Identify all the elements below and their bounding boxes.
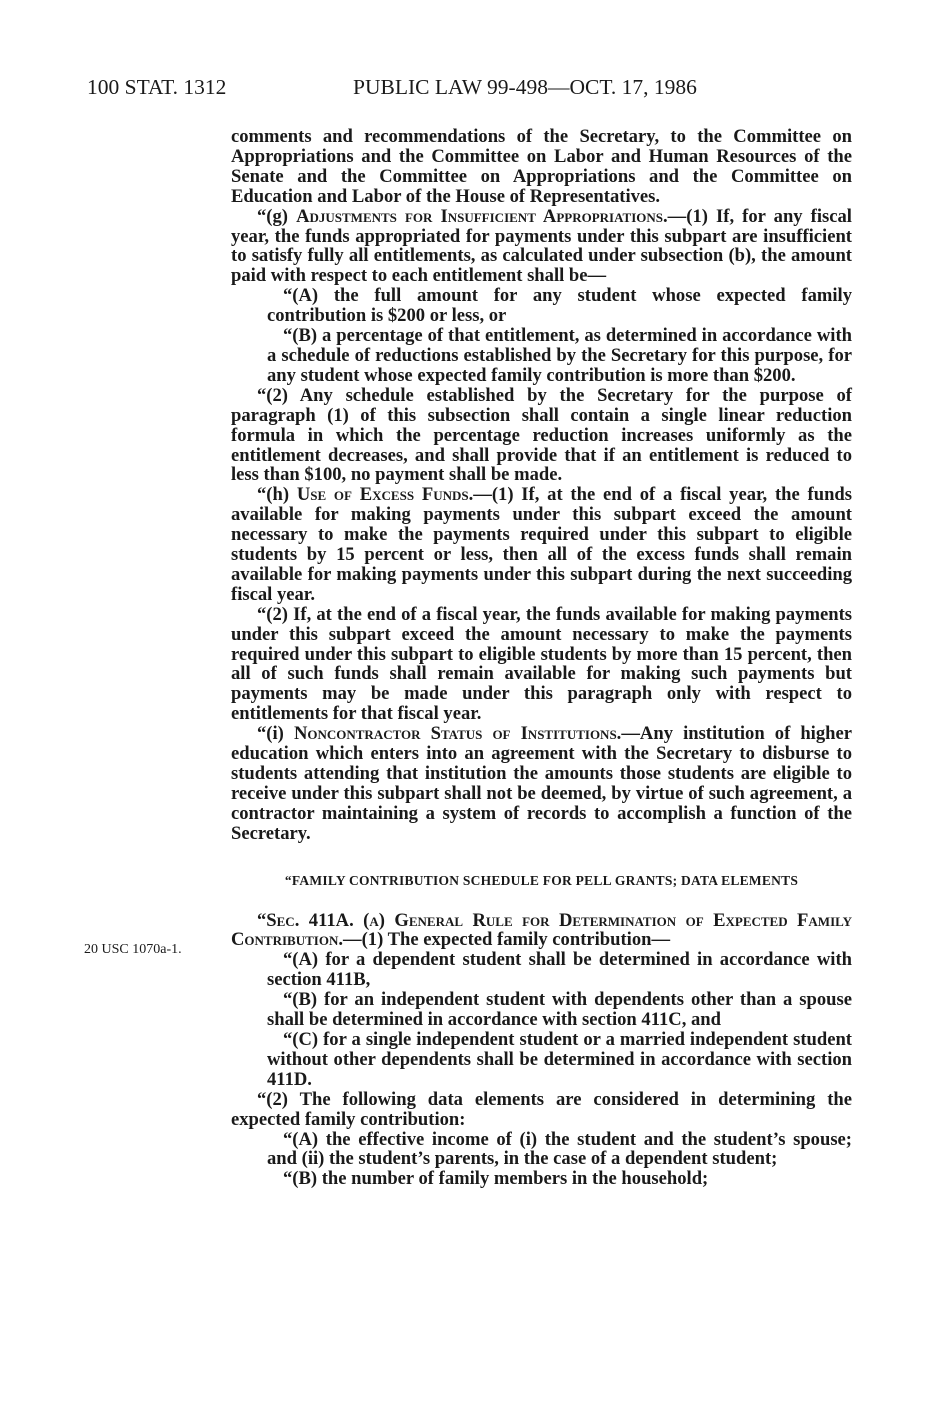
subsection-h: [231, 485, 852, 604]
paragraph: comments and recommendations of the Secretary, to the Committee on Appropriations and the Committee on Labor and Human Resources of the Senate and the Committee on Appropriations and the Committee on Education and Labor of the House of Representatives.: [231, 126, 852, 207]
subsection-text: —(1) The expected family contribution—: [342, 929, 671, 951]
clause-b-A: “(A) the effective income of (i) the student and the student’s spouse; and (ii) the student’s parents, in the case of a dependent student;: [267, 1128, 852, 1170]
subsection-text: —(1) If, for any fiscal year, the funds appropriated for payments under this subpart are insufficient to satisfy fully all entitlements, as calculated under subsection (b), the amount paid with respect to each entitlement shall be—: [231, 205, 852, 287]
body-text: [231, 127, 852, 1189]
subsection-heading: Noncontractor Status of Institutions.: [293, 723, 622, 745]
law-title: PUBLIC LAW 99-498—OCT. 17, 1986: [353, 75, 697, 99]
section-411a: [231, 911, 852, 951]
section-heading: “FAMILY CONTRIBUTION SCHEDULE FOR PELL GRANTS; DATA ELEMENTS: [284, 872, 799, 888]
subsection-text: —Any institution of higher education which enters into an agreement with the Secretary to disburse to students attending that institution the amounts those students are eligible to receive under this subpart shall not be deemed, by virtue of such agreement, a contractor maintaining a system of records to accomplish a function of the Secretary.: [231, 723, 852, 844]
clause-a-C: “(C) for a single independent student or a married independent student without other dependents shall be determined in accordance with section 411D.: [267, 1028, 852, 1090]
subsection-heading: Use of Excess Funds.: [296, 484, 474, 506]
subsection-i: [231, 724, 852, 843]
subsection-prefix: “(i): [257, 723, 294, 745]
subsection-prefix: “(g): [257, 205, 297, 227]
stat-citation: 100 STAT. 1312: [87, 75, 227, 99]
subsection-prefix: “(h): [257, 484, 297, 506]
clause-a-B: “(B) for an independent student with dependents other than a spouse shall be determined in accordance with section 411C, and: [267, 989, 852, 1031]
clause-g-A: “(A) the full amount for any student whose expected family contribution is $200 or less, or: [267, 285, 852, 327]
subsection-text: —(1) If, at the end of a fiscal year, the funds available for making payments under this subpart exceed the amount necessary to make the payments required under this subpart to eligible students by 15 percent or less, then all of the excess funds shall remain available for making payments under this subpart during the next succeeding fiscal year.: [231, 484, 852, 605]
paragraph-g-2: “(2) Any schedule established by the Secretary for the purpose of paragraph (1) of this subsection shall contain a single linear reduction formula in which the percentage reduction increases uniformly as the entitlement decreases, and shall provide that if an entitlement is reduced to less than $100, no payment shall be made.: [231, 384, 852, 486]
margin-note: 20 USC 1070a-1.: [84, 942, 182, 957]
clause-a-A: “(A) for a dependent student shall be determined in accordance with section 411B,: [267, 949, 852, 991]
section-prefix: “Sec. 411A. (a): [257, 909, 395, 931]
subsection-g: [231, 207, 852, 287]
paragraph-a-2: “(2) The following data elements are considered in determining the expected family contribution:: [231, 1088, 852, 1130]
subsection-heading: General Rule for Determination of Expected Family Contribution.: [231, 909, 852, 951]
clause-b-B: “(B) the number of family members in the household;: [283, 1168, 709, 1190]
clause-g-B: “(B) a percentage of that entitlement, as determined in accordance with a schedule of reductions established by the Secretary for this purpose, for any student whose expected family contribution is more than $200.: [267, 325, 852, 386]
paragraph-h-2: “(2) If, at the end of a fiscal year, the funds available for making payments under this subpart exceed the amount necessary to make the payments required under this subpart to eligible students by more than 15 percent, then all of such funds shall remain available for making such payments but payments may be made under this paragraph only with respect to entitlements for that fiscal year.: [231, 603, 852, 725]
subsection-heading: Adjustments for Insufficient Appropriations.: [296, 205, 668, 227]
